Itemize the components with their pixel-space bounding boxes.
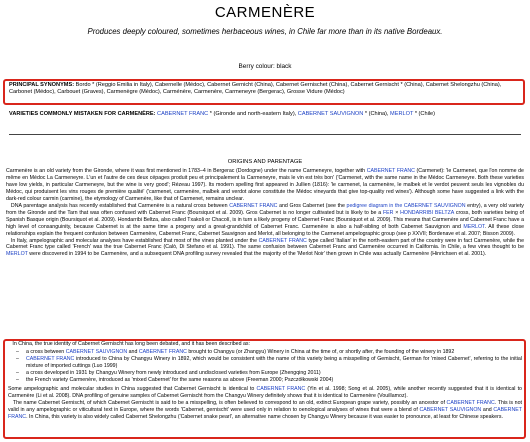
p3-text-a: In Italy, ampelographic and molecular analyses have established that most of the vines planted under the	[10, 237, 257, 244]
link-cabernet-franc[interactable]: CABERNET FRANC	[366, 168, 415, 174]
link-cabernet-franc[interactable]: CABERNET FRANC	[157, 111, 209, 117]
paragraph-6	[8, 400, 522, 421]
paragraph-4	[8, 341, 522, 348]
list-item	[26, 370, 522, 377]
link-pedigree-diagram[interactable]: pedigree diagram in the CABERNET SAUVIGNON	[346, 202, 466, 209]
link-fer[interactable]: FER	[382, 209, 394, 216]
p6-text-d: . In China, this variety is also widely called Cabernet Shelongzhu ('Cabernet snake pearl', an alternative name chosen by Changyu Winery because it was easier to pronounce, at least for Chinese speakers.	[26, 413, 503, 420]
link-cabernet-franc[interactable]: CABERNET FRANC	[26, 355, 75, 362]
link-cabernet-franc[interactable]: CABERNET FRANC	[256, 385, 306, 392]
link-cabernet-franc[interactable]: CABERNET FRANC	[138, 348, 187, 355]
mistaken-text-1: * (Gironde and north-eastern Italy),	[209, 111, 297, 117]
section-heading: ORIGINS AND PARENTAGE	[227, 159, 303, 165]
p2-text-c: entry), a very old variety from the Gironde and the Tarn that was often confused with Cabernet Franc (Boursiquot et al. 2009). Gros Cabernet is no longer cultivated but is likely to be a	[6, 202, 524, 216]
mistaken-text-3: * (Chile)	[414, 111, 436, 117]
mistaken-label: VARIETIES COMMONLY MISTAKEN FOR CARMENÈRE:	[9, 111, 156, 117]
p6-text-b: . This is not valid in any ampelographic or viticultural text in Europe, where the words 'Cabernet, gernischt' were used only in relation to oenological analyses of wines that were a blend of	[8, 399, 522, 413]
p2-text-a: DNA parentage analysis has recently established that Carmenère is a natural cross between	[10, 202, 228, 209]
bullet-text: brought to Changyu (or Zhangyu) Winery in China at the time of, or shortly after, the founding of the winery in 1892	[188, 348, 455, 355]
bullet-text: a cross developed in 1931 by Changyu Winery from newly introduced and undisclosed varieties from Europe (Zhengqing 2011)	[26, 369, 321, 376]
paragraph-3	[6, 238, 524, 259]
berry-colour: Berry colour: black	[238, 63, 292, 70]
mistaken-text-2: * (China),	[364, 111, 389, 117]
paragraph-2	[6, 203, 524, 238]
bullet-text: introduced to China by Changyu Winery in 1892, which would be consistent with the name of this variety being a misspelling of Gemischt, German for 'mixed Cabernet', referring to the initial mixture of imported cuttings (Luo 1999)	[26, 355, 522, 369]
p1-text-a: Carmenère is an old variety from the Gironde, where it was first mentioned in 1783–4 in Bergerac (Dordogne) under the name Carmeneyre, together with	[6, 168, 366, 174]
section-divider	[9, 134, 521, 135]
p2-text-d: ×	[395, 209, 399, 216]
link-merlot[interactable]: MERLOT	[390, 111, 414, 117]
p6-text-c: and	[482, 406, 492, 413]
bullet-text: the French variety Carmenère, introduced as 'mixed Cabernet' for the same reasons as above (Freeman 2000; Pszczółkowski 2004)	[26, 376, 334, 383]
bullet-text: and	[128, 348, 138, 355]
link-merlot[interactable]: MERLOT	[463, 223, 485, 230]
mistaken-varieties	[9, 111, 521, 118]
page-title: CARMENÈRE	[214, 4, 316, 21]
p2-text-b: and Gros Cabernet (see the	[279, 202, 345, 209]
principal-synonyms	[9, 82, 521, 97]
link-merlot[interactable]: MERLOT	[6, 251, 28, 258]
list-item	[26, 356, 522, 370]
origins-body	[6, 168, 524, 258]
paragraph-5	[8, 386, 522, 400]
china-history	[8, 341, 522, 420]
p3-text-b: type called 'Italian' in the north-eastern part of the country were in fact Carmenère, while the Cabernet Franc type called 'French' was the true Cabernet Franc (Calò, Di Stefano et al. 1991). The same confusion between Cabernet Franc and Carmenère occurred in California. In Chile, a few vines thought to be	[6, 237, 524, 251]
synonyms-text: Bordo * (Reggio Emilia in Italy), Cabernelle (Médoc), Cabernet Gernicht (China), Cabernet Gernischet (China), Cabernet Gernischt * (China), Cabernet Shelongzhu (China), Carbonet (Médoc), Carbouet (Graves), Carmenègre (Médoc), Carménère, Carmenère, Carmeneyre (Bergerac), Grosse Vidure (Médoc)	[9, 82, 502, 96]
synonyms-label: PRINCIPAL SYNONYMS:	[9, 82, 75, 88]
p4-text: In China, the true identity of Cabernet Gernischt has long been debated, and it has been described as:	[12, 341, 250, 347]
link-cabernet-franc[interactable]: CABERNET FRANC	[258, 237, 307, 244]
bullet-text: a cross between	[26, 348, 65, 355]
link-cabernet-sauvignon[interactable]: CABERNET SAUVIGNON	[297, 111, 364, 117]
link-cabernet-franc[interactable]: CABERNET FRANC	[446, 399, 495, 406]
link-cabernet-sauvignon[interactable]: CABERNET SAUVIGNON	[65, 348, 128, 355]
paragraph-1	[6, 168, 524, 203]
list-item	[26, 349, 522, 356]
p6-text-a: The name Cabernet Gernischt, of which Cabernet Gernischt is said to be a misspelling, is often believed to correspond to an old, extinct European grape variety, possibly an ancestor of	[12, 399, 445, 406]
link-cabernet-sauvignon[interactable]: CABERNET SAUVIGNON	[419, 406, 482, 413]
p1-text-b: (Carmenet): 'le Carmenet, que l'on nomme de même en Médoc La Carmeneyre. L'un et l'autre de ces deux cépages produit peu et principalement la Carmeneyre, mais le vin est très bon' ('Carmenet, with the same name in the Médoc Carmeneyre. Both these varieties have low yields, in particular Carmeneyre, but the wine is very good'; Rézeau 1997). Its modern spelling first appeared in Jullien (1816): 'le carmenet, la carmenère, le malbek et le verdot peuvent seuls les vignobles du Médoc, qui produisent les vins rouges de première qualité' ('carmenet, carmenère, malbek and verdot alone constitute the Médoc vineyards that give top-quality red wines'). Although some have suggested a link with the dark-red colour carmin (carmine), the etymology of Carmenère, like that of Carmenet, remains unclear.	[6, 168, 524, 202]
p3-text-c: were discovered in 1994 to be Carmenère, and a subsequent DNA profiling survey revealed that the majority of the 'Merlot Noir' then grown in Chile was actually Carmenère (Hinrichsen et al. 2001).	[29, 251, 487, 258]
hypothesis-list	[8, 349, 522, 384]
p5-text-b: (Yin et al. 1998; Song et al. 2005), while another recently suggested that it is identical to Carmenère (Li et al. 2008). DNA profiling of genuine samples of Cabernet Gernischt from the Changyu Winery definitely shows that it is identical to Carmenère (Vouillamoz).	[8, 385, 522, 399]
page-subtitle: Produces deeply coloured, sometimes herbaceous wines, in Chile far more than in its native Bordeaux.	[87, 27, 443, 36]
link-cabernet-franc[interactable]: CABERNET FRANC	[8, 406, 522, 420]
p2-text-e: cross, both varieties being of Spanish Basque origin (Boursiquot et al. 2009). Hondarribi Beltza, also called Txakoli or Chacolí, is in turn a likely progeny of Cabernet Franc (Boursiquot et al. 2009). This means that Carmenère and Cabernet Franc have a high level of consanguinity, because Cabernet is at the same time a progeny and a great-grandchild of Cabernet Franc. Carmenère is also a half-sibling of both Cabernet Sauvignon and	[6, 209, 524, 230]
p5-text-a: Some ampelographic and molecular studies in China suggested that Cabernet Gernischt is identical to	[8, 385, 255, 392]
link-cabernet-franc[interactable]: CABERNET FRANC	[229, 202, 278, 209]
link-hondarribi-beltza[interactable]: HONDARRIBI BELTZA	[400, 209, 455, 216]
p2-text-f: . All these close relationships explain the frequent confusion between Carmenère, Cabernet Franc, Cabernet Sauvignon and Merlot, all belonging to the Carmenet ampelographic group (see p XXVII; Bordenave et al. 2007; Bisson 2009).	[6, 223, 524, 237]
list-item	[26, 377, 522, 384]
